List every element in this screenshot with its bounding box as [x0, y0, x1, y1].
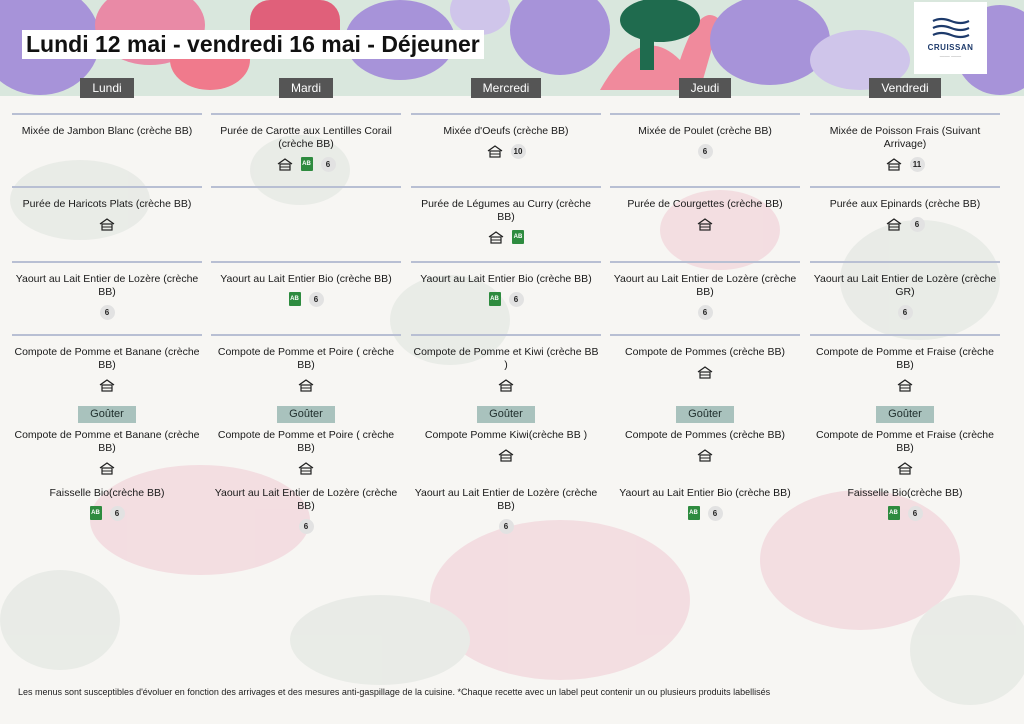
dish-labels	[610, 143, 800, 159]
homemade-icon	[697, 365, 713, 379]
dish-name: Mixée de Poulet (crèche BB)	[638, 125, 772, 137]
dish-labels	[211, 518, 401, 534]
dish	[411, 429, 601, 463]
allergen-badge: 6	[110, 506, 125, 521]
dish-labels	[610, 505, 800, 521]
organic-ab-icon: AB	[888, 506, 900, 520]
dish-name: Compote de Pomme et Banane (crèche BB)	[14, 346, 200, 371]
row-divider	[411, 334, 601, 336]
dish-labels	[12, 505, 202, 521]
dish-labels	[12, 377, 202, 393]
allergen-badge: 6	[299, 519, 314, 534]
homemade-icon	[487, 144, 503, 158]
dish-labels	[411, 143, 601, 159]
homemade-icon	[498, 448, 514, 462]
gouter-header: Goûter	[477, 406, 535, 423]
dish-labels	[211, 291, 401, 307]
dish	[211, 346, 401, 393]
dish-labels	[810, 377, 1000, 393]
dish	[211, 429, 401, 476]
dish	[411, 346, 601, 393]
row-divider	[610, 334, 800, 336]
dish	[610, 198, 800, 232]
day-header: Mercredi	[471, 78, 542, 98]
dish	[411, 487, 601, 534]
dish	[810, 346, 1000, 393]
dish-labels	[810, 216, 1000, 232]
dish-labels	[810, 505, 1000, 521]
logo-subtext: —— ——	[939, 53, 962, 60]
gouter-header: Goûter	[277, 406, 335, 423]
dish-labels	[211, 156, 401, 172]
row-divider	[211, 113, 401, 115]
dish-name: Mixée d'Oeufs (crèche BB)	[443, 125, 569, 137]
dish	[411, 198, 601, 245]
dish-name: Mixée de Poisson Frais (Suivant Arrivage)	[829, 125, 981, 150]
homemade-icon	[99, 461, 115, 475]
organic-ab-icon: AB	[301, 157, 313, 171]
dish-labels	[12, 216, 202, 232]
homemade-icon	[697, 217, 713, 231]
dish	[411, 125, 601, 159]
dish-labels	[12, 460, 202, 476]
dish	[610, 487, 800, 521]
homemade-icon	[886, 217, 902, 231]
dish-name: Yaourt au Lait Entier Bio (crèche BB)	[619, 487, 791, 499]
row-divider	[211, 261, 401, 263]
dish-labels	[411, 518, 601, 534]
homemade-icon	[897, 461, 913, 475]
homemade-icon	[99, 217, 115, 231]
dish	[810, 198, 1000, 232]
day-header: Mardi	[279, 78, 333, 98]
dish	[610, 346, 800, 380]
organic-ab-icon: AB	[512, 230, 524, 244]
homemade-icon	[99, 378, 115, 392]
day-header: Vendredi	[869, 78, 940, 98]
homemade-icon	[298, 461, 314, 475]
row-divider	[810, 186, 1000, 188]
homemade-icon	[498, 378, 514, 392]
dish-labels	[610, 216, 800, 232]
allergen-badge: 11	[910, 157, 925, 172]
dish-name: Compote de Pommes (crèche BB)	[625, 429, 785, 441]
homemade-icon	[886, 157, 902, 171]
dish	[12, 346, 202, 393]
row-divider	[810, 261, 1000, 263]
dish-name: Yaourt au Lait Entier Bio (crèche BB)	[420, 273, 592, 285]
dish	[12, 487, 202, 521]
allergen-badge: 6	[698, 144, 713, 159]
dish	[12, 198, 202, 232]
row-divider	[211, 186, 401, 188]
gouter-header: Goûter	[876, 406, 934, 423]
dish-labels	[211, 460, 401, 476]
dish	[12, 429, 202, 476]
dish-labels	[610, 447, 800, 463]
dish-name: Compote de Pomme et Poire ( crèche BB)	[217, 429, 395, 454]
row-divider	[12, 113, 202, 115]
allergen-badge: 6	[910, 217, 925, 232]
dish	[810, 125, 1000, 172]
row-divider	[12, 334, 202, 336]
homemade-icon	[277, 157, 293, 171]
dish	[610, 273, 800, 320]
row-divider	[12, 186, 202, 188]
homemade-icon	[897, 378, 913, 392]
allergen-badge: 6	[908, 506, 923, 521]
allergen-badge: 6	[100, 305, 115, 320]
row-divider	[810, 334, 1000, 336]
gouter-header: Goûter	[676, 406, 734, 423]
dish-name: Compote de Pomme et Banane (crèche BB)	[14, 429, 200, 454]
dish-name: Faisselle Bio(crèche BB)	[49, 487, 165, 499]
dish	[810, 487, 1000, 521]
homemade-icon	[697, 448, 713, 462]
logo-text: CRUISSAN	[927, 42, 974, 52]
row-divider	[411, 186, 601, 188]
dish-name: Compote de Pommes (crèche BB)	[625, 346, 785, 358]
dish-labels	[411, 229, 601, 245]
cruissan-logo	[914, 2, 987, 74]
dish-labels	[810, 460, 1000, 476]
dish-labels	[12, 304, 202, 320]
day-header: Jeudi	[679, 78, 732, 98]
dish-name: Yaourt au Lait Entier Bio (crèche BB)	[220, 273, 392, 285]
gouter-header: Goûter	[78, 406, 136, 423]
allergen-badge: 6	[499, 519, 514, 534]
dish-labels	[610, 304, 800, 320]
dish-name: Purée de Légumes au Curry (crèche BB)	[421, 198, 591, 223]
weekly-menu	[0, 78, 1024, 538]
dish-name: Purée de Haricots Plats (crèche BB)	[22, 198, 192, 210]
dish-name: Compote de Pomme et Poire ( crèche BB)	[217, 346, 395, 371]
dish	[810, 273, 1000, 320]
dish	[810, 429, 1000, 476]
dish-name: Compote de Pomme et Fraise (crèche BB)	[816, 429, 994, 454]
row-divider	[12, 261, 202, 263]
allergen-badge: 6	[509, 292, 524, 307]
dish	[211, 125, 401, 172]
dish	[411, 273, 601, 307]
row-divider	[411, 261, 601, 263]
homemade-icon	[298, 378, 314, 392]
organic-ab-icon: AB	[688, 506, 700, 520]
allergen-badge: 6	[321, 157, 336, 172]
page-title: Lundi 12 mai - vendredi 16 mai - Déjeuner	[22, 30, 484, 59]
organic-ab-icon: AB	[90, 506, 102, 520]
row-divider	[610, 113, 800, 115]
dish-labels	[810, 304, 1000, 320]
dish-labels	[211, 377, 401, 393]
organic-ab-icon: AB	[289, 292, 301, 306]
dish-name: Compote de Pomme et Fraise (crèche BB)	[816, 346, 994, 371]
dish	[12, 125, 202, 138]
allergen-badge: 6	[898, 305, 913, 320]
allergen-badge: 10	[511, 144, 526, 159]
dish-labels	[411, 291, 601, 307]
row-divider	[610, 261, 800, 263]
dish-labels	[810, 156, 1000, 172]
dish-name: Yaourt au Lait Entier de Lozère (crèche BB)	[214, 487, 398, 512]
dish-name: Purée aux Epinards (crèche BB)	[829, 198, 981, 210]
row-divider	[610, 186, 800, 188]
day-header: Lundi	[80, 78, 133, 98]
dish-labels	[411, 377, 601, 393]
dish-name: Compote Pomme Kiwi(crèche BB )	[424, 429, 588, 441]
row-divider	[810, 113, 1000, 115]
dish	[211, 487, 401, 534]
dish-name: Yaourt au Lait Entier de Lozère (crèche GR)	[813, 273, 997, 298]
dish-name: Faisselle Bio(crèche BB)	[847, 487, 963, 499]
dish-name: Purée de Carotte aux Lentilles Corail (crèche BB)	[220, 125, 392, 150]
homemade-icon	[488, 230, 504, 244]
dish	[610, 125, 800, 159]
dish-name: Yaourt au Lait Entier de Lozère (crèche BB)	[414, 487, 598, 512]
dish-name: Yaourt au Lait Entier de Lozère (crèche BB)	[613, 273, 797, 298]
allergen-badge: 6	[309, 292, 324, 307]
dish-labels	[411, 447, 601, 463]
row-divider	[411, 113, 601, 115]
dish	[12, 273, 202, 320]
dish	[610, 429, 800, 463]
allergen-badge: 6	[698, 305, 713, 320]
footer-note: Les menus sont susceptibles d'évoluer en fonction des arrivages et des mesures anti-gaspillage de la cuisine. *Chaque recette avec un label peut contenir un ou plusieurs produits labellisés	[18, 687, 771, 697]
dish-labels	[610, 364, 800, 380]
dish-name: Yaourt au Lait Entier de Lozère (crèche BB)	[15, 273, 199, 298]
allergen-badge: 6	[708, 506, 723, 521]
dish-name: Purée de Courgettes (crèche BB)	[627, 198, 783, 210]
dish-name: Compote de Pomme et Kiwi (crèche BB )	[413, 346, 599, 371]
waves-icon	[931, 17, 971, 41]
dish	[211, 273, 401, 307]
dish-name: Mixée de Jambon Blanc (crèche BB)	[21, 125, 193, 137]
row-divider	[211, 334, 401, 336]
organic-ab-icon: AB	[489, 292, 501, 306]
